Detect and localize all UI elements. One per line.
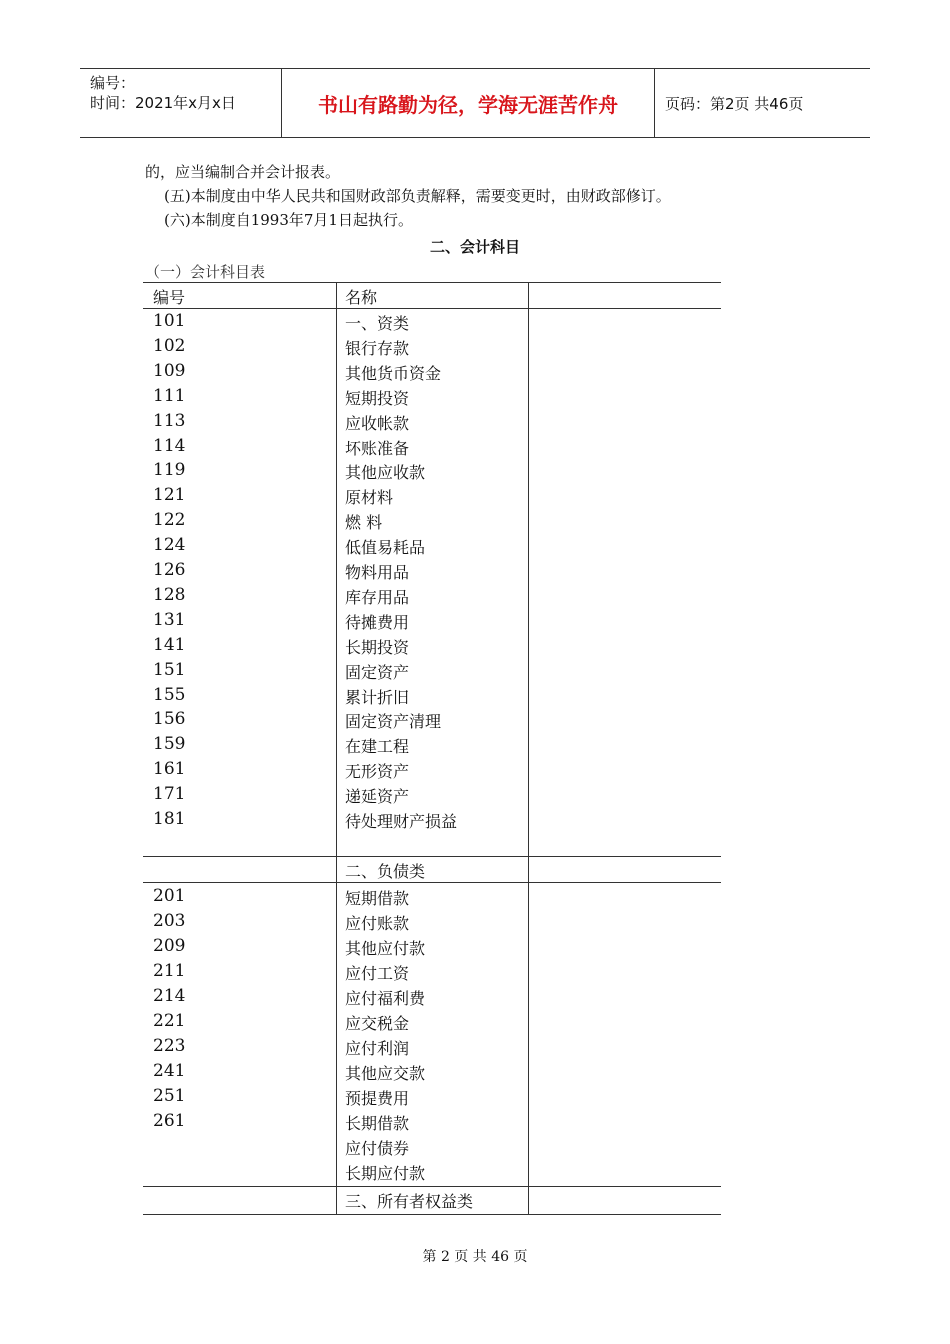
account-name: 银行存款 (345, 338, 410, 358)
account-name: 长期应付款 (345, 1164, 426, 1183)
account-name: 其他应交款 (345, 1064, 426, 1083)
account-code: 171 (153, 784, 186, 805)
account-name: 递延资产 (345, 787, 410, 807)
account-name: 库存用品 (345, 587, 410, 607)
account-name: 应交税金 (345, 1014, 410, 1033)
account-name: 长期借款 (345, 1114, 410, 1133)
account-code: 251 (153, 1086, 186, 1106)
account-code: 131 (153, 609, 186, 630)
table-rule (143, 856, 721, 857)
account-name: 长期投资 (345, 637, 410, 657)
account-code: 181 (153, 809, 186, 829)
paragraph: 的，应当编制合并会计报表。 (145, 163, 341, 181)
account-name: 低值易耗品 (345, 538, 426, 558)
page-header (80, 68, 870, 138)
account-code: 111 (153, 385, 186, 406)
header-motto: 书山有路勤为径，学海无涯苦作舟 (318, 93, 618, 117)
account-code: 241 (153, 1061, 186, 1081)
category-title-liabilities: 二、负债类 (345, 862, 426, 881)
account-code: 223 (153, 1036, 186, 1056)
account-name: 预提费用 (345, 1089, 410, 1108)
account-code: 119 (153, 460, 186, 481)
account-code: 122 (153, 510, 186, 531)
account-code: 109 (153, 360, 186, 381)
account-code: 155 (153, 684, 186, 705)
table-rule (143, 1186, 721, 1187)
section-title: 二、会计科目 (429, 238, 520, 256)
account-code: 161 (153, 759, 186, 780)
account-code: 209 (153, 936, 186, 956)
account-code: 151 (153, 659, 186, 680)
account-code: 201 (153, 886, 186, 906)
document-number-label: 编号： (90, 74, 136, 92)
account-code: 203 (153, 911, 186, 931)
accounts-table (143, 282, 721, 1215)
account-name: 应收帐款 (345, 413, 410, 433)
category-title-assets: 一、资类 (345, 314, 410, 333)
account-name: 固定资产清理 (345, 712, 442, 732)
header-page-info: 页码：第2页 共46页 (665, 95, 804, 113)
account-name: 无形资产 (345, 762, 410, 782)
account-code: 211 (153, 961, 186, 981)
account-name: 在建工程 (345, 737, 410, 757)
table-rule (143, 1214, 721, 1215)
account-code: 121 (153, 485, 186, 506)
account-name: 原材料 (345, 488, 394, 508)
account-name: 应付账款 (345, 914, 410, 933)
column-divider (528, 282, 529, 1215)
account-code: 214 (153, 986, 186, 1006)
column-header-name: 名称 (345, 288, 378, 307)
column-header-code: 编号 (153, 288, 186, 307)
table-rule (143, 308, 721, 309)
header-divider (654, 69, 655, 137)
account-name: 累计折旧 (345, 687, 410, 707)
account-name: 待摊费用 (345, 612, 410, 632)
paragraph: (五)本制度由中华人民共和国财政部负责解释，需要变更时，由财政部修订。 (164, 187, 671, 205)
account-name: 燃 料 (345, 513, 383, 533)
account-code: 261 (153, 1111, 186, 1131)
account-code: 124 (153, 535, 186, 556)
account-name: 待处理财产损益 (345, 812, 458, 831)
account-code: 141 (153, 634, 186, 655)
page-footer: 第 2 页 共 46 页 (422, 1249, 528, 1265)
account-name: 应付债券 (345, 1139, 410, 1158)
account-code: 102 (153, 335, 186, 356)
account-name: 应付工资 (345, 964, 410, 983)
account-name: 短期借款 (345, 889, 410, 908)
account-code: 114 (153, 435, 186, 456)
account-code: 113 (153, 410, 186, 431)
account-name: 固定资产 (345, 662, 410, 682)
account-name: 物料用品 (345, 563, 410, 582)
account-name: 坏账准备 (345, 438, 410, 458)
account-name: 应付利润 (345, 1039, 410, 1058)
account-name: 其他应收款 (345, 463, 426, 483)
account-name: 其他应付款 (345, 939, 426, 958)
account-name: 应付福利费 (345, 989, 426, 1008)
account-name: 其他货币资金 (345, 363, 442, 383)
account-name: 短期投资 (345, 388, 410, 408)
column-divider (336, 282, 337, 1215)
account-code: 126 (153, 560, 186, 580)
header-meta (90, 73, 236, 113)
table-rule (143, 882, 721, 883)
paragraph: (六)本制度自1993年7月1日起执行。 (164, 211, 413, 229)
account-code: 156 (153, 709, 186, 730)
account-code: 159 (153, 734, 186, 755)
table-caption: （一）会计科目表 (145, 263, 266, 281)
account-code: 128 (153, 584, 186, 605)
category-title-equity: 三、所有者权益类 (345, 1192, 474, 1211)
table-rule (143, 282, 721, 283)
account-code: 221 (153, 1011, 186, 1031)
document-time: 时间：2021年x月x日 (90, 94, 236, 112)
account-code: 101 (153, 311, 186, 331)
